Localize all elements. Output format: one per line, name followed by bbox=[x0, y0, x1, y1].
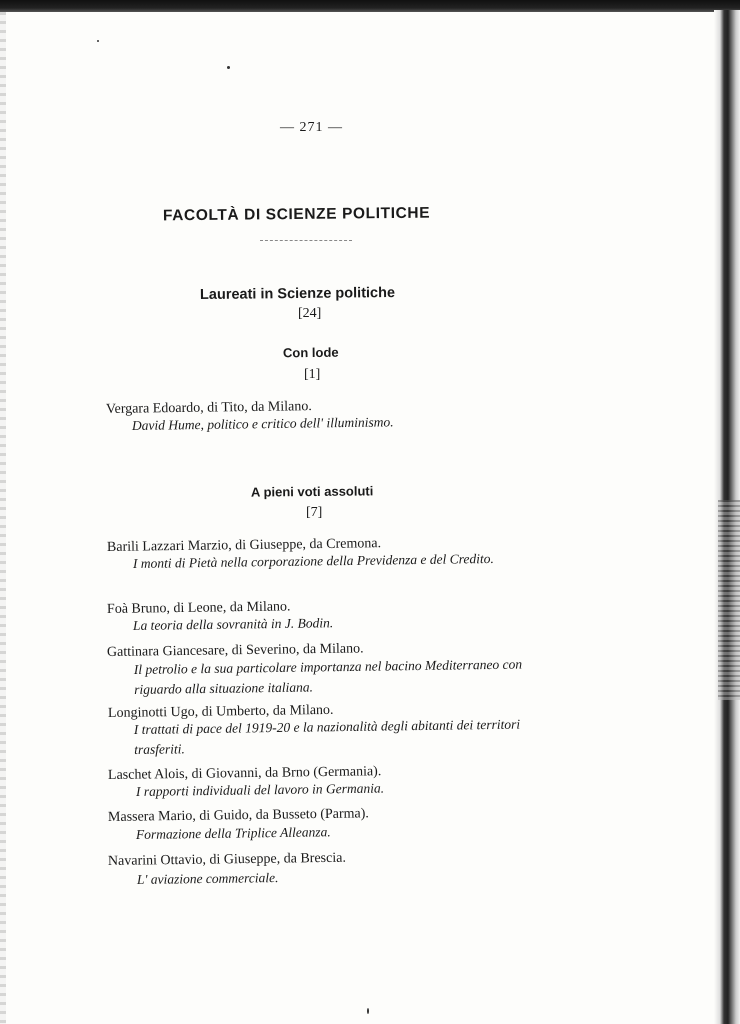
entry-name: Longinotti Ugo, di Umberto, da Milano. bbox=[107, 702, 334, 721]
entry-name: Laschet Alois, di Giovanni, da Brno (Germania). bbox=[107, 764, 382, 783]
section-heading-con-lode: Con lode bbox=[282, 344, 339, 361]
entry-thesis: David Hume, politico e critico dell' illuminismo. bbox=[131, 414, 394, 433]
entry-name: Navarini Ottavio, di Giuseppe, da Brescia. bbox=[107, 850, 347, 869]
entry-thesis: La teoria della sovranità in J. Bodin. bbox=[132, 615, 334, 633]
title-underline bbox=[260, 240, 352, 241]
scan-top-border bbox=[0, 0, 740, 12]
section-heading-laureati: Laureati in Scienze politiche bbox=[199, 284, 396, 304]
page-number: — 271 — bbox=[280, 120, 343, 135]
entry-thesis: I rapporti individuali del lavoro in Germania. bbox=[135, 780, 385, 799]
faculty-title: FACOLTÀ DI SCIENZE POLITICHE bbox=[162, 204, 431, 225]
scan-speck bbox=[367, 1008, 369, 1014]
entry-thesis: Il petrolio e la sua particolare importanza nel bacino Mediterraneo con riguardo alla situazione italiana. bbox=[133, 656, 523, 697]
entry-thesis: L' aviazione commerciale. bbox=[136, 870, 279, 887]
entry-name: Barili Lazzari Marzio, di Giuseppe, da Cremona. bbox=[106, 536, 382, 555]
scan-right-edge-noise bbox=[718, 500, 740, 700]
entry-name: Gattinara Giancesare, di Severino, da Milano. bbox=[106, 641, 364, 660]
entry-thesis: Formazione della Triplice Alleanza. bbox=[135, 824, 331, 842]
section-count-con-lode: [1] bbox=[304, 367, 321, 382]
scan-speck bbox=[227, 66, 230, 69]
entry-thesis: I monti di Pietà nella corporazione della Previdenza e del Credito. bbox=[132, 550, 494, 571]
entry-name: Massera Mario, di Guido, da Busseto (Parma). bbox=[107, 806, 369, 825]
scan-speck bbox=[97, 40, 99, 42]
entry-thesis: I trattati di pace del 1919-20 e la nazionalità degli abitanti dei territori trasferiti. bbox=[133, 716, 521, 757]
entry-name: Vergara Edoardo, di Tito, da Milano. bbox=[105, 399, 312, 417]
scan-left-edge bbox=[0, 12, 6, 1024]
section-count-laureati: [24] bbox=[298, 306, 322, 321]
section-count-pieni-voti: [7] bbox=[306, 505, 323, 520]
section-heading-pieni-voti: A pieni voti assoluti bbox=[250, 483, 374, 500]
entry-name: Foà Bruno, di Leone, da Milano. bbox=[106, 599, 291, 617]
